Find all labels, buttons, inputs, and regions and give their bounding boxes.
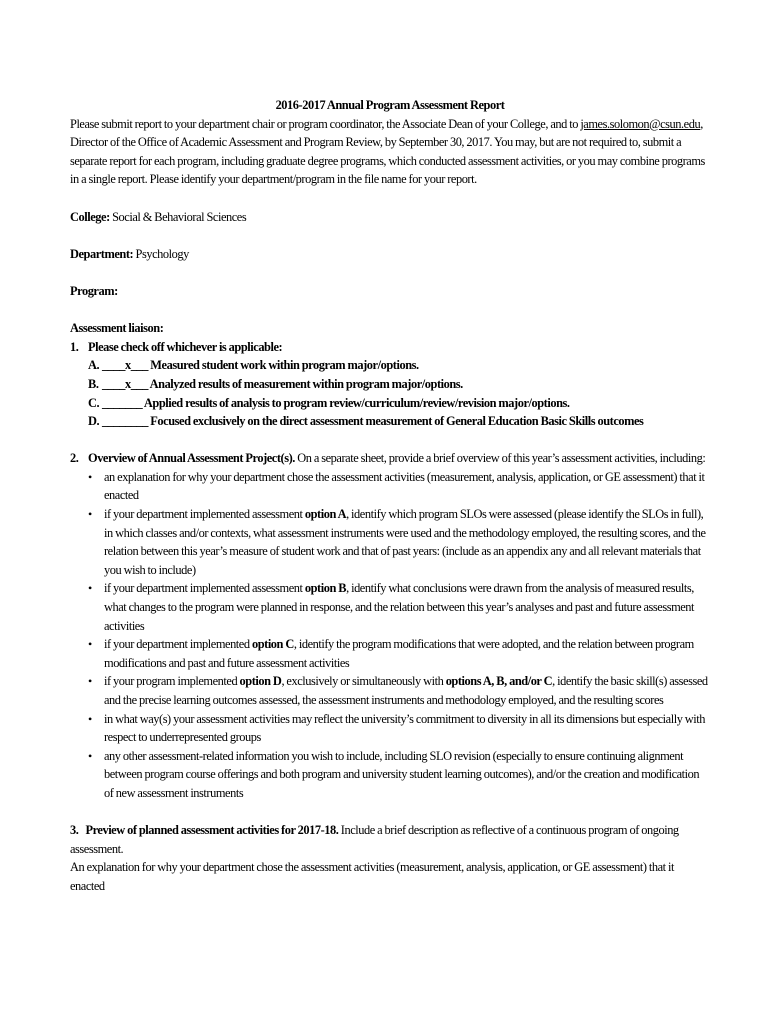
bullet-bold-text: option B bbox=[304, 581, 347, 596]
bullet-text: any other assessment-related information you wish to include, including SLO revision (especially to ensure continuing alignment between program course offerings and both program and university student learning outcomes), and/or the creation and modification of new assessment instruments bbox=[104, 748, 700, 800]
bullet-text: , identify the program modifications that were adopted, and the relation between program modifications and past and future assessment activities bbox=[104, 637, 694, 670]
bullet-text: if your department implemented assessment bbox=[104, 581, 305, 596]
list-item bbox=[88, 579, 710, 635]
section-1-title: Please check off whichever is applicable: bbox=[88, 339, 283, 354]
bullet-bold-text: option A bbox=[304, 507, 347, 522]
option-a-key: A. bbox=[88, 358, 100, 373]
bullet-bold-text: options A, B, and/or C bbox=[445, 674, 553, 689]
section-1-heading bbox=[70, 338, 710, 357]
section-3-explanation: An explanation for why your department chose the assessment activities (measurement, analysis, application, or GE assessment) that it enacted bbox=[70, 860, 674, 893]
bullet-text: an explanation for why your department chose the assessment activities (measurement, analysis, application, or GE assessment) that it enacted bbox=[104, 469, 705, 503]
bullet-icon: • bbox=[88, 469, 92, 484]
bullet-text: in what way(s) your assessment activities may reflect the university’s commitment to diversity in all its dimensions but especially with respect to underrepresented groups bbox=[104, 711, 706, 745]
document-page bbox=[70, 96, 710, 896]
section-1-number: 1. bbox=[70, 339, 79, 354]
list-item bbox=[88, 710, 710, 747]
section-2-title-line bbox=[88, 449, 705, 468]
college-line bbox=[70, 208, 710, 227]
section-3-title: Preview of planned assessment activities for 2017-18. bbox=[85, 823, 339, 838]
option-a bbox=[70, 356, 710, 375]
option-a-text: ____x___ Measured student work within program major/options. bbox=[102, 358, 419, 373]
college-value: Social & Behavioral Sciences bbox=[109, 209, 247, 224]
email-link[interactable]: james.solomon@csun.edu bbox=[580, 116, 701, 131]
option-c-key: C. bbox=[88, 395, 100, 410]
option-b-key: B. bbox=[88, 376, 99, 391]
bullet-icon: • bbox=[88, 507, 92, 522]
list-item bbox=[88, 672, 710, 709]
bullet-text: , identify the basic skill(s) assessed and the precise learning outcomes assessed, the assessment instruments and methodology employed, and the resulting scores bbox=[104, 674, 708, 707]
option-d-text: ________ Focused exclusively on the direct assessment measurement of General Education Basic Skills outcomes bbox=[102, 414, 644, 429]
bullet-bold-text: option D bbox=[239, 674, 282, 689]
option-d bbox=[70, 412, 710, 431]
bullet-text: , exclusively or simultaneously with bbox=[281, 674, 446, 689]
section-3-heading bbox=[70, 821, 710, 858]
section-2-heading bbox=[70, 449, 710, 468]
department-label: Department: bbox=[70, 246, 134, 261]
bullet-text: if your program implemented bbox=[104, 674, 240, 689]
bullet-bold-text: option C bbox=[251, 637, 294, 652]
bullet-icon: • bbox=[88, 711, 92, 726]
section-3-intro: Include a brief description as reflective of a continuous program of ongoing assessment. bbox=[70, 823, 679, 856]
college-label: College: bbox=[70, 209, 110, 224]
option-c-text: _______ Applied results of analysis to program review/curriculum/review/revision major/options. bbox=[102, 395, 570, 410]
liaison-label: Assessment liaison: bbox=[70, 321, 164, 336]
option-c bbox=[70, 394, 710, 413]
option-b bbox=[70, 375, 710, 394]
bullet-icon: • bbox=[88, 581, 92, 596]
intro-paragraph bbox=[70, 115, 710, 189]
list-item bbox=[88, 635, 710, 672]
program-label: Program: bbox=[70, 283, 118, 298]
list-item bbox=[88, 468, 710, 505]
bullet-icon: • bbox=[88, 674, 92, 689]
bullet-icon: • bbox=[88, 637, 92, 652]
department-line bbox=[70, 245, 710, 264]
option-d-key: D. bbox=[88, 414, 100, 429]
list-item bbox=[88, 747, 710, 803]
bullet-text: if your department implemented assessment bbox=[104, 507, 305, 522]
intro-text: Please submit report to your department chair or program coordinator, the Associate Dean of your College, and to bbox=[70, 116, 581, 131]
section-2-number: 2. bbox=[70, 451, 79, 466]
list-item bbox=[88, 505, 710, 579]
intro-text-continued: , Director of the Office of Academic Assessment and Program Review, by September 30, 2017. You may, but are not required to, submit a separate report for each program, including graduate degree programs, which conducted assessment activities, or you may combine programs in a single report. Please identify your department/program in the file name for your report. bbox=[70, 116, 705, 187]
section-3-number: 3. bbox=[70, 823, 79, 838]
bullet-text: if your department implemented bbox=[104, 637, 252, 652]
section-2-bullet-list bbox=[70, 468, 710, 803]
bullet-icon: • bbox=[88, 748, 92, 763]
bullet-text: , identify which program SLOs were assessed (please identify the SLOs in full), in which classes and/or contexts, what assessment instruments were used and the methodology employed, the resulting scores, and the relation between this year’s measure of student work and that of past years: (include as an appendix any and all relevant materials that you wish to include) bbox=[104, 507, 706, 577]
department-value: Psychology bbox=[133, 246, 189, 261]
bullet-text: , identify what conclusions were drawn from the analysis of measured results, what changes to the program were planned in response, and the relation between this year’s analyses and past and future assessment activities bbox=[104, 581, 695, 633]
document-title: 2016-2017 Annual Program Assessment Report bbox=[275, 98, 505, 112]
section-2-title: Overview of Annual Assessment Project(s). bbox=[88, 451, 295, 466]
section-2-intro: On a separate sheet, provide a brief overview of this year’s assessment activities, including: bbox=[294, 451, 706, 466]
option-b-text: ____x___ Analyzed results of measurement within program major/options. bbox=[102, 376, 463, 391]
